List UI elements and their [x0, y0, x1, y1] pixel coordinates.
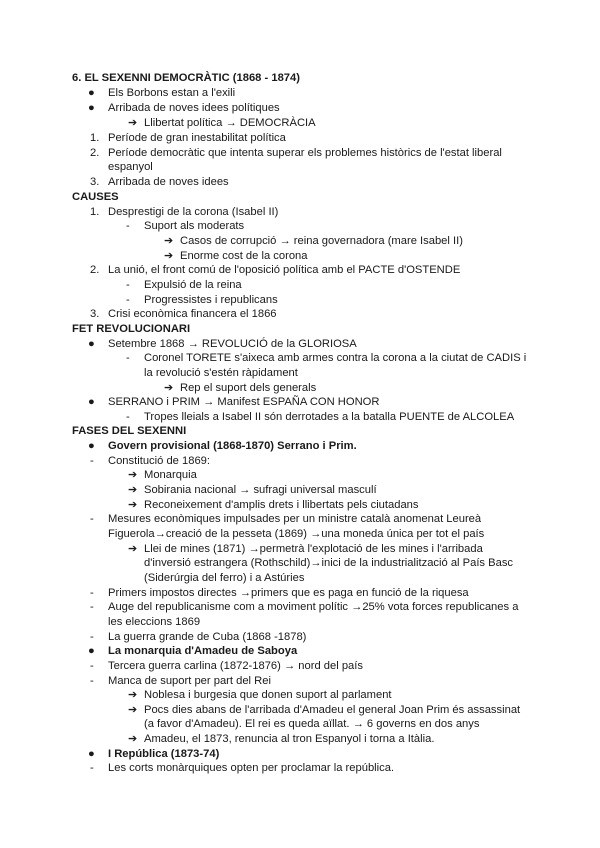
- arrow-icon: ➔: [128, 499, 138, 511]
- list-item: Enorme cost de la corona: [180, 250, 308, 262]
- list-number: 1.: [90, 132, 100, 144]
- section-heading-fases: FASES DEL SEXENNI: [72, 425, 187, 437]
- list-item: Noblesa i burgesia que donen suport al parlament: [144, 689, 392, 701]
- arrow-icon: ➔: [128, 704, 138, 716]
- bullet-marker: ●: [88, 102, 95, 114]
- dash-marker: -: [90, 660, 94, 672]
- list-item: Sobirania nacional → sufragi universal masculí: [144, 484, 377, 496]
- list-item-continuation: (a favor d'Amadeu). El rei es queda aïllat. → 6 governs en dos anys: [144, 718, 480, 730]
- list-item-continuation: la revolució s'estén ràpidament: [144, 367, 298, 379]
- arrow-icon: ➔: [164, 235, 174, 247]
- bullet-marker: ●: [88, 645, 95, 657]
- bullet-marker: ●: [88, 338, 95, 350]
- list-item: Tropes lleials a Isabel II són derrotades a la batalla PUENTE de ALCOLEA: [144, 411, 515, 423]
- list-item: Llei de mines (1871) →permetrà l'explotació de les mines i l'arribada: [144, 543, 483, 555]
- list-item: Setembre 1868 → REVOLUCIÓ de la GLORIOSA: [108, 338, 357, 350]
- list-item: Arribada de noves idees: [108, 176, 229, 188]
- dash-marker: -: [90, 601, 94, 613]
- arrow-icon: ➔: [128, 484, 138, 496]
- list-number: 2.: [90, 147, 100, 159]
- phase-heading: Govern provisional (1868-1870) Serrano i Prim.: [108, 440, 357, 452]
- list-item-continuation: d'inversió estrangera (Rothschild)→inici de la industrialització al País Basc: [144, 557, 514, 569]
- list-item: Els Borbons estan a l'exili: [108, 87, 236, 99]
- section-heading-causes: CAUSES: [72, 191, 119, 203]
- dash-marker: -: [90, 675, 94, 687]
- list-item: Pocs dies abans de l'arribada d'Amadeu el general Joan Prim és assassinat: [144, 704, 521, 716]
- section-heading-fet: FET REVOLUCIONARI: [72, 323, 191, 335]
- dash-marker: -: [126, 220, 130, 232]
- bullet-marker: ●: [88, 396, 95, 408]
- list-item: Progressistes i republicans: [144, 294, 278, 306]
- list-item: Monarquia: [144, 469, 197, 481]
- dash-marker: -: [90, 513, 94, 525]
- list-item: Constitució de 1869:: [108, 455, 210, 467]
- list-item: Arribada de noves idees polítiques: [108, 102, 280, 114]
- list-item: Auge del republicanisme com a moviment polític →25% vota forces republicanes a: [108, 601, 519, 613]
- list-item-continuation: espanyol: [108, 161, 153, 173]
- document-title: 6. EL SEXENNI DEMOCRÀTIC (1868 - 1874): [72, 72, 300, 84]
- list-item: SERRANO i PRIM → Manifest ESPAÑA CON HONOR: [108, 396, 380, 408]
- list-item-continuation: Figuerola→creació de la pesseta (1869) →una moneda única per tot el país: [108, 528, 485, 540]
- list-item: Primers impostos directes →primers que es paga en funció de la riquesa: [108, 587, 469, 599]
- arrow-icon: ➔: [164, 250, 174, 262]
- list-number: 3.: [90, 176, 100, 188]
- list-item: Les corts monàrquiques opten per proclamar la república.: [108, 762, 395, 774]
- list-item: Expulsió de la reina: [144, 279, 242, 291]
- list-item: Desprestigi de la corona (Isabel II): [108, 206, 279, 218]
- bullet-marker: ●: [88, 748, 95, 760]
- list-item: Llibertat política → DEMOCRÀCIA: [144, 117, 316, 129]
- list-item-continuation: les eleccions 1869: [108, 616, 201, 628]
- list-item: Període democràtic que intenta superar els problemes històrics de l'estat liberal: [108, 147, 502, 159]
- arrow-icon: ➔: [128, 117, 138, 129]
- arrow-icon: ➔: [164, 382, 174, 394]
- dash-marker: -: [90, 631, 94, 643]
- list-item: La guerra grande de Cuba (1868 -1878): [108, 631, 307, 643]
- list-item: Rep el suport dels generals: [180, 382, 317, 394]
- list-item: Crisi econòmica financera el 1866: [108, 308, 277, 320]
- phase-heading: La monarquia d'Amadeu de Saboya: [108, 645, 298, 657]
- list-item-continuation: (Siderúrgia del ferro) i a Astúries: [144, 572, 305, 584]
- dash-marker: -: [90, 762, 94, 774]
- dash-marker: -: [90, 455, 94, 467]
- arrow-icon: ➔: [128, 469, 138, 481]
- phase-heading: I República (1873-74): [108, 748, 220, 760]
- dash-marker: -: [126, 352, 130, 364]
- bullet-marker: ●: [88, 87, 95, 99]
- list-item: Coronel TORETE s'aixeca amb armes contra la corona a la ciutat de CADIS i: [144, 352, 527, 364]
- list-item: Mesures econòmiques impulsades per un ministre català anomenat Leureà: [108, 513, 482, 525]
- dash-marker: -: [90, 587, 94, 599]
- list-item: Amadeu, el 1873, renuncia al tron Espanyol i torna a Itàlia.: [144, 733, 435, 745]
- list-item: Casos de corrupció → reina governadora (mare Isabel II): [180, 235, 463, 247]
- list-number: 2.: [90, 264, 100, 276]
- arrow-icon: ➔: [128, 733, 138, 745]
- list-item: Manca de suport per part del Rei: [108, 675, 271, 687]
- list-item: Suport als moderats: [144, 220, 245, 232]
- list-item: Reconeixement d'amplis drets i llibertats pels ciutadans: [144, 499, 419, 511]
- list-item: Tercera guerra carlina (1872-1876) → nord del país: [108, 660, 363, 672]
- dash-marker: -: [126, 411, 130, 423]
- list-number: 1.: [90, 206, 100, 218]
- bullet-marker: ●: [88, 440, 95, 452]
- list-item: La unió, el front comú de l'oposició política amb el PACTE d'OSTENDE: [108, 264, 461, 276]
- list-item: Període de gran inestabilitat política: [108, 132, 286, 144]
- arrow-icon: ➔: [128, 543, 138, 555]
- dash-marker: -: [126, 279, 130, 291]
- list-number: 3.: [90, 308, 100, 320]
- dash-marker: -: [126, 294, 130, 306]
- arrow-icon: ➔: [128, 689, 138, 701]
